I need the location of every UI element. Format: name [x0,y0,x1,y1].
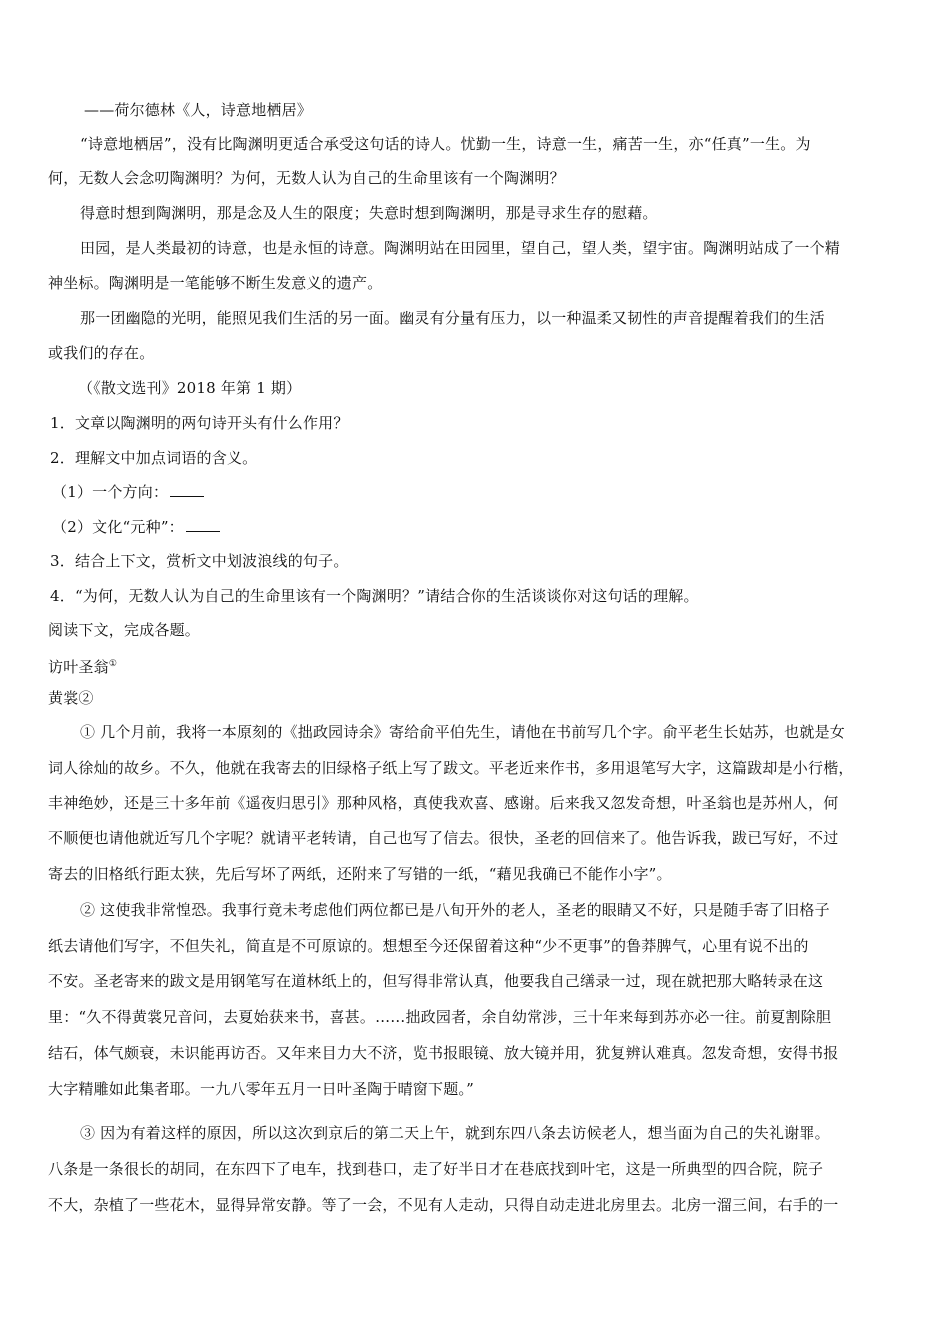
poem-attribution: ——荷尔德林《人，诗意地栖居》 [84,101,313,119]
article-para-1-line-5: 寄去的旧格纸行距太狭，先后写坏了两纸，还附来了写错的一纸，“藉见我确已不能作小字”。 [48,865,672,883]
article-para-1-line-2: 词人徐灿的故乡。不久，他就在我寄去的旧绿格子纸上写了跋文。平老近来作书，多用退笔写大字，这篇跋却是小行楷， [48,759,854,777]
question-4: 4．“为何，无数人认为自己的生命里该有一个陶渊明？”请结合你的生活谈谈你对这句话的理解。 [50,587,699,605]
paragraph-1-line-2: 何，无数人会念叨陶渊明？为何，无数人认为自己的生命里该有一个陶渊明？ [48,169,565,187]
question-3: 3．结合上下文，赏析文中划波浪线的句子。 [50,552,349,570]
answer-blank [186,517,220,532]
article-para-3-line-3: 不大，杂植了一些花木，显得异常安静。等了一会，不见有人走动，只得自动走进北房里去。北房一溜三间，右手的一 [48,1196,839,1214]
source-citation: （《散文选刊》2018 年第 1 期） [78,379,302,397]
paragraph-2: 得意时想到陶渊明，那是念及人生的限度；失意时想到陶渊明，那是寻求生存的慰藉。 [80,204,658,222]
paragraph-4-line-1: 那一团幽隐的光明，能照见我们生活的另一面。幽灵有分量有压力，以一种温柔又韧性的声音提醒着我们的生活 [80,309,825,327]
footnote-marker: ① [108,659,118,669]
question-2-part-1-label: （1）一个方向： [52,483,169,501]
article-para-1-line-1: ① 几个月前，我将一本原刻的《拙政园诗余》寄给俞平伯先生，请他在书前写几个字。俞平老生长姑苏，也就是女 [80,723,845,741]
answer-blank [170,482,204,497]
article-para-2-line-5: 结石，体气颇衰，未识能再访否。又年来目力大不济，览书报眼镜、放大镜并用，犹复辨认难真。忽发奇想，安得书报 [48,1044,839,1062]
article-author: 黄裳② [48,689,94,707]
question-2-part-2 [52,517,912,537]
paragraph-4-line-2: 或我们的存在。 [48,344,155,362]
article-para-3-line-1: ③ 因为有着这样的原因，所以这次到京后的第二天上午，就到东四八条去访候老人，想当面为自己的失礼谢罪。 [80,1124,830,1142]
article-para-2-line-1: ② 这使我非常惶恐。我事行竟未考虑他们两位都已是八旬开外的老人，圣老的眼睛又不好，只是随手寄了旧格子 [80,901,830,919]
question-2: 2．理解文中加点词语的含义。 [50,449,258,467]
article-para-3-line-2: 八条是一条很长的胡同，在东四下了电车，找到巷口，走了好半日才在巷底找到叶宅，这是一所典型的四合院，院子 [48,1160,824,1178]
question-1: 1．文章以陶渊明的两句诗开头有什么作用？ [50,414,349,432]
question-2-part-2-label: （2）文化“元种”： [52,518,184,536]
reading-instruction: 阅读下文，完成各题。 [48,621,201,639]
article-para-1-line-3: 丰神绝妙，还是三十多年前《遥夜归思引》那种风格，真使我欢喜、感谢。后来我又忽发奇想，叶圣翁也是苏州人，何 [48,794,839,812]
article-para-2-line-3: 不安。圣老寄来的跋文是用钢笔写在道林纸上的，但写得非常认真，他要我自己缮录一过，现在就把那大略转录在这 [48,972,824,990]
paragraph-1-line-1: “诗意地栖居”，没有比陶渊明更适合承受这句话的诗人。忧勤一生，诗意一生，痛苦一生，亦“任真”一生。为 [80,135,811,153]
question-2-part-1 [52,482,912,502]
article-para-2-line-2: 纸去请他们写字，不但失礼，简直是不可原谅的。想想至今还保留着这种“少不更事”的鲁莽脾气，心里有说不出的 [48,937,809,955]
article-title [48,654,908,677]
article-title-text: 访叶圣翁 [48,658,109,676]
article-para-2-line-4: 里：“久不得黄裳兄音问，去夏始获来书，喜甚。……拙政园者，余自幼常涉，三十年来每到苏亦必一往。前夏割除胆 [48,1008,832,1026]
paragraph-3-line-1: 田园，是人类最初的诗意，也是永恒的诗意。陶渊明站在田园里，望自己，望人类，望宇宙。陶渊明站成了一个精 [80,239,841,257]
article-para-1-line-4: 不顺便也请他就近写几个字呢？就请平老转请，自己也写了信去。很快，圣老的回信来了。他告诉我，跋已写好，不过 [48,829,839,847]
article-para-2-line-6: 大字精雕如此集者耶。一九八零年五月一日叶圣陶于晴窗下题。” [48,1080,474,1098]
paragraph-3-line-2: 神坐标。陶渊明是一笔能够不断生发意义的遗产。 [48,274,383,292]
